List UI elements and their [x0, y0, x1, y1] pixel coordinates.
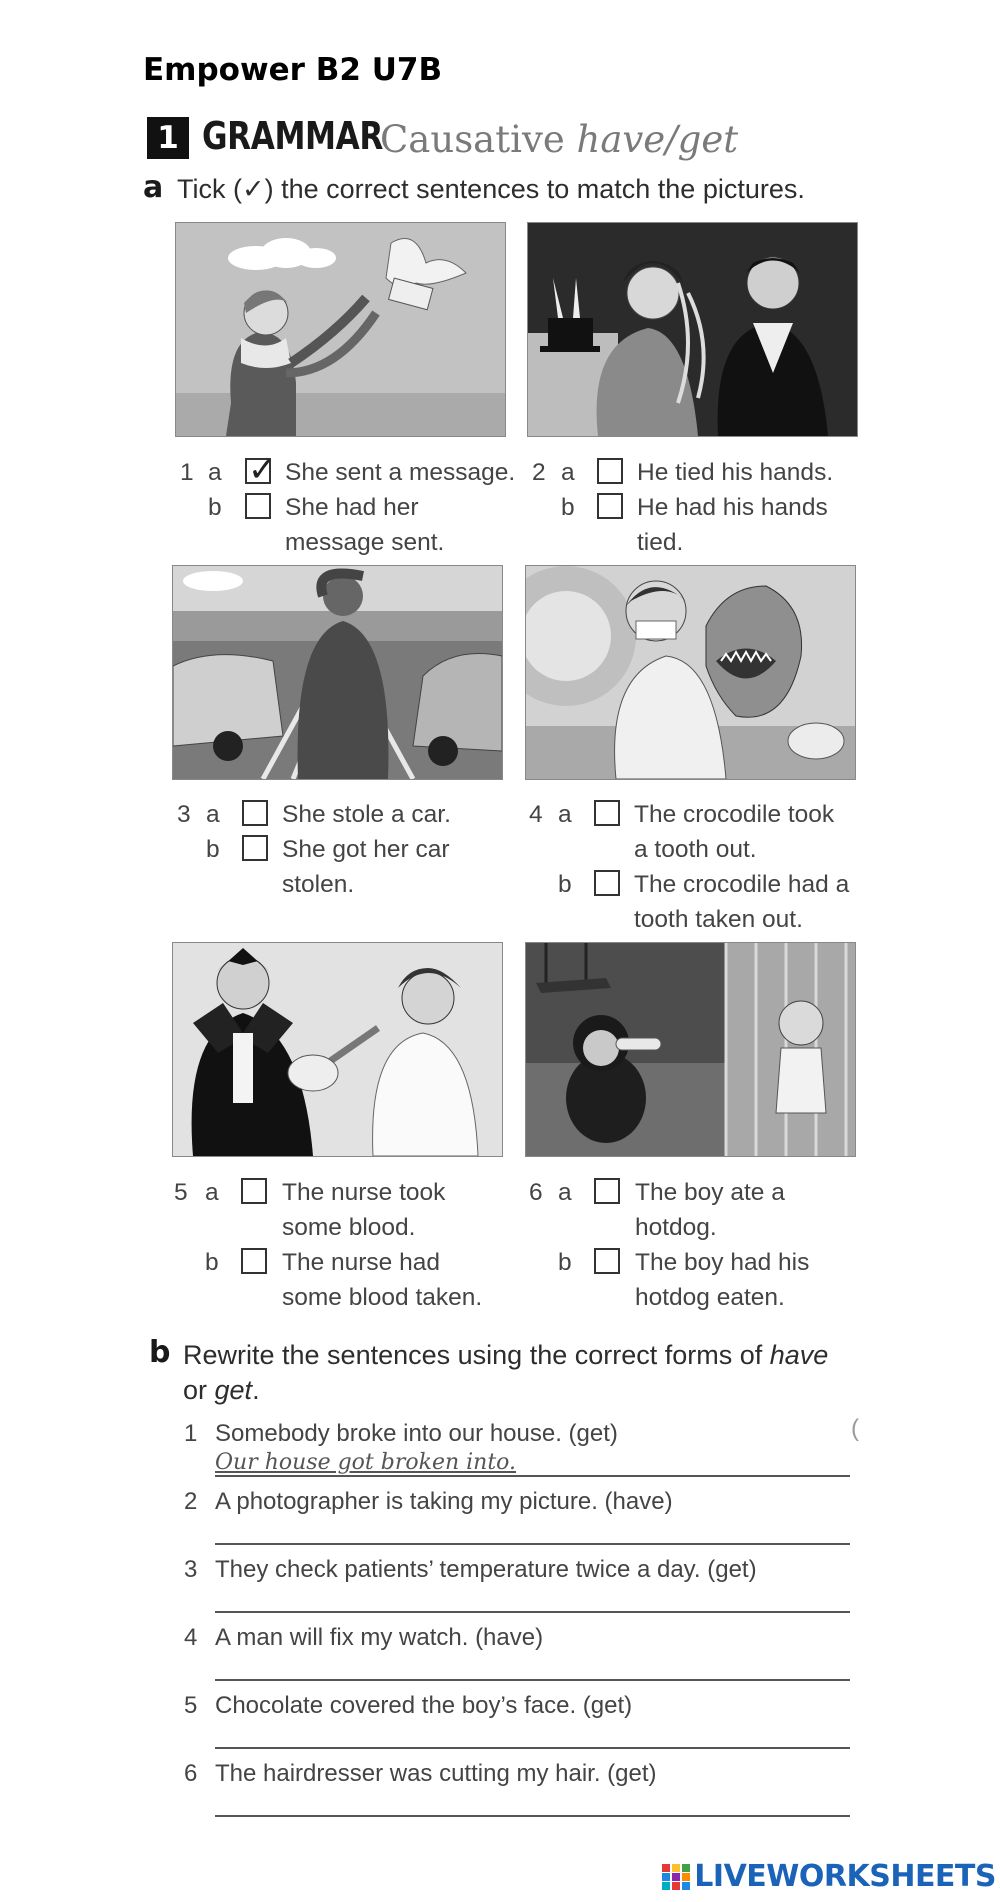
b-item-4-answer-line[interactable] — [215, 1679, 850, 1681]
item-1-b-text-line2: message sent. — [285, 529, 445, 556]
item-3-number: 3 — [177, 801, 191, 828]
item-5-b-text-line2: some blood taken. — [282, 1284, 483, 1311]
item-3-b-label: b — [206, 836, 220, 863]
item-5-a-text-line1: The nurse took — [282, 1179, 446, 1206]
item-6-a-checkbox[interactable] — [594, 1178, 620, 1204]
part-b-instruction-line2 — [183, 1375, 260, 1406]
part-a-letter: a — [143, 170, 164, 205]
stray-mark: ( — [851, 1415, 859, 1442]
item-5-number: 5 — [174, 1179, 188, 1206]
item-6-number: 6 — [529, 1179, 543, 1206]
item-3-b-text-line2: stolen. — [282, 871, 355, 898]
item-3-a-text: She stole a car. — [282, 801, 451, 828]
b-item-4-text: A man will fix my watch. (have) — [215, 1624, 544, 1651]
picture-4-crocodile-dentist — [525, 565, 856, 780]
item-1-b-text-line1: She had her — [285, 494, 419, 521]
item-6-a-label: a — [558, 1179, 572, 1206]
item-1-a-text: She sent a message. — [285, 459, 516, 486]
section-name: GRAMMAR — [202, 114, 383, 158]
picture-3-parking-lot — [172, 565, 503, 780]
b-item-5-answer-line[interactable] — [215, 1747, 850, 1749]
item-4-b-text-line1: The crocodile had a — [634, 871, 850, 898]
b-item-6-answer-line[interactable] — [215, 1815, 850, 1817]
picture-1-dove — [175, 222, 506, 437]
liveworksheets-text: LIVEWORKSHEETS — [694, 1859, 996, 1894]
item-1-b-label: b — [208, 494, 222, 521]
item-5-a-text-line2: some blood. — [282, 1214, 416, 1241]
item-6-a-text-line2: hotdog. — [635, 1214, 717, 1241]
item-4-a-label: a — [558, 801, 572, 828]
section-number-badge: 1 — [147, 117, 189, 159]
item-4-a-checkbox[interactable] — [594, 800, 620, 826]
b-item-6-number: 6 — [184, 1760, 198, 1787]
item-6-a-text-line1: The boy ate a — [635, 1179, 785, 1206]
item-1-b-checkbox[interactable] — [245, 493, 271, 519]
item-3-b-checkbox[interactable] — [242, 835, 268, 861]
item-1-a-checkbox[interactable] — [245, 458, 271, 484]
b-item-4-number: 4 — [184, 1624, 198, 1651]
item-4-a-text-line1: The crocodile took — [634, 801, 835, 828]
picture-6-monkey-hotdog — [525, 942, 856, 1157]
item-2-b-text-line2: tied. — [637, 529, 684, 556]
item-2-b-text-line1: He had his hands — [637, 494, 828, 521]
part-a-instruction: Tick (✓) the correct sentences to match the pictures. — [177, 174, 805, 204]
instruction-text: Rewrite the sentences using the correct forms of — [183, 1340, 770, 1370]
liveworksheets-logo[interactable] — [662, 1859, 996, 1894]
item-2-b-checkbox[interactable] — [597, 493, 623, 519]
subtitle-plain: Causative — [380, 118, 577, 161]
item-2-a-checkbox[interactable] — [597, 458, 623, 484]
picture-5-vampire-nurse — [172, 942, 503, 1157]
b-item-3-number: 3 — [184, 1556, 198, 1583]
item-5-b-text-line1: The nurse had — [282, 1249, 440, 1276]
item-4-b-text-line2: tooth taken out. — [634, 906, 803, 933]
item-2-b-label: b — [561, 494, 575, 521]
item-4-b-checkbox[interactable] — [594, 870, 620, 896]
b-item-2-text: A photographer is taking my picture. (have) — [215, 1488, 673, 1515]
picture-2-magician — [527, 222, 858, 437]
b-item-6-text: The hairdresser was cutting my hair. (get) — [215, 1760, 657, 1787]
item-5-b-label: b — [205, 1249, 219, 1276]
part-b-letter: b — [149, 1335, 171, 1370]
item-3-a-label: a — [206, 801, 220, 828]
b-item-1-text: Somebody broke into our house. (get) — [215, 1420, 618, 1447]
instruction-or: or — [183, 1375, 215, 1405]
item-6-b-checkbox[interactable] — [594, 1248, 620, 1274]
section-subtitle — [380, 118, 738, 161]
item-5-b-checkbox[interactable] — [241, 1248, 267, 1274]
subtitle-italic: have/get — [576, 118, 739, 161]
b-item-1-example-answer: Our house got broken into. — [215, 1450, 517, 1475]
liveworksheets-icon — [662, 1864, 690, 1890]
b-item-3-text: They check patients’ temperature twice a day. (get) — [215, 1556, 757, 1583]
item-2-a-label: a — [561, 459, 575, 486]
item-1-a-label: a — [208, 459, 222, 486]
item-1-number: 1 — [180, 459, 194, 486]
item-6-b-label: b — [558, 1249, 572, 1276]
b-item-2-answer-line[interactable] — [215, 1543, 850, 1545]
item-5-a-label: a — [205, 1179, 219, 1206]
instruction-have: have — [769, 1340, 829, 1370]
item-6-b-text-line1: The boy had his — [635, 1249, 810, 1276]
item-2-a-text: He tied his hands. — [637, 459, 834, 486]
item-6-b-text-line2: hotdog eaten. — [635, 1284, 785, 1311]
item-4-a-text-line2: a tooth out. — [634, 836, 757, 863]
b-item-1-number: 1 — [184, 1420, 198, 1447]
b-item-1-answer-line[interactable] — [215, 1475, 850, 1477]
instruction-end: . — [252, 1375, 260, 1405]
item-5-a-checkbox[interactable] — [241, 1178, 267, 1204]
b-item-5-text: Chocolate covered the boy’s face. (get) — [215, 1692, 633, 1719]
item-3-b-text-line1: She got her car — [282, 836, 450, 863]
item-3-a-checkbox[interactable] — [242, 800, 268, 826]
item-4-number: 4 — [529, 801, 543, 828]
item-2-number: 2 — [532, 459, 546, 486]
instruction-get: get — [214, 1375, 253, 1405]
b-item-5-number: 5 — [184, 1692, 198, 1719]
item-4-b-label: b — [558, 871, 572, 898]
b-item-2-number: 2 — [184, 1488, 198, 1515]
part-b-instruction-line1 — [183, 1340, 828, 1371]
b-item-3-answer-line[interactable] — [215, 1611, 850, 1613]
page-title: Empower B2 U7B — [143, 52, 443, 88]
